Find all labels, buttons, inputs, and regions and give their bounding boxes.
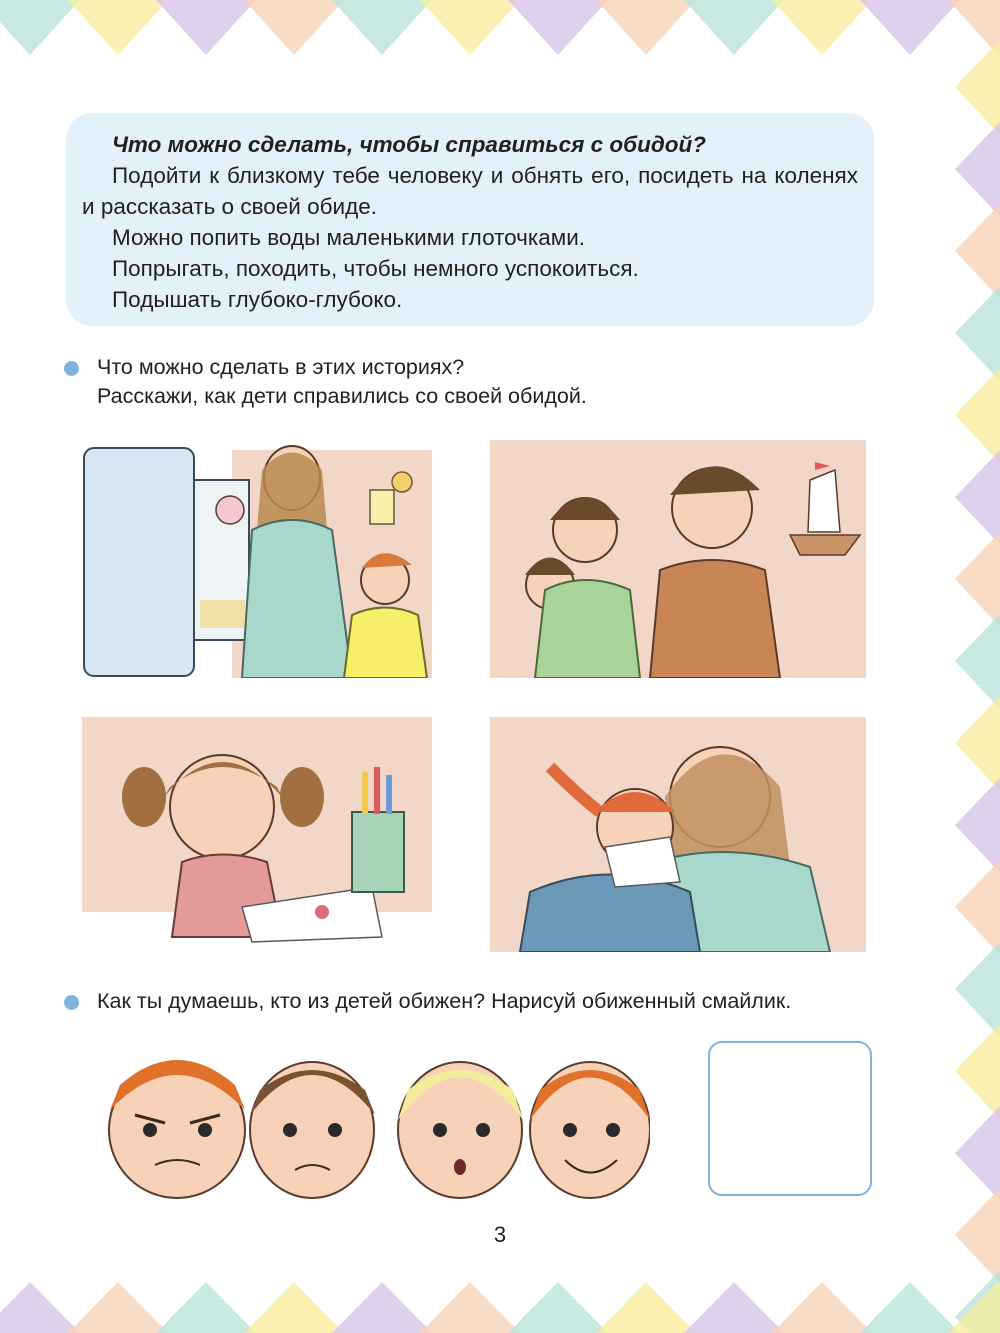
border-scallop bbox=[244, 1282, 344, 1333]
bullet-icon bbox=[64, 361, 79, 376]
border-scallop bbox=[684, 0, 784, 55]
border-scallop bbox=[955, 286, 1000, 381]
task-1-line-1: Что можно сделать в этих историях? bbox=[97, 355, 465, 379]
border-scallop bbox=[332, 1282, 432, 1333]
task-2 bbox=[64, 987, 791, 1016]
info-box bbox=[66, 113, 874, 326]
illustration-girl-drawing bbox=[82, 717, 432, 952]
border-scallop bbox=[955, 122, 1000, 217]
border-scallop bbox=[772, 1282, 872, 1333]
info-question: Что можно сделать, чтобы справиться с обидой? bbox=[112, 132, 706, 157]
border-scallop bbox=[684, 1282, 784, 1333]
border-scallop bbox=[508, 0, 608, 55]
task-1 bbox=[64, 353, 587, 411]
border-scallop bbox=[955, 778, 1000, 873]
border-scallop bbox=[68, 1282, 168, 1333]
faces-illustration bbox=[95, 1035, 650, 1205]
border-scallop bbox=[332, 0, 432, 55]
info-paragraph: Можно попить воды маленькими глоточками. bbox=[112, 225, 586, 250]
border-scallop bbox=[156, 0, 256, 55]
face-happy-girl bbox=[530, 1062, 650, 1198]
border-scallop bbox=[948, 0, 1000, 55]
border-scallop bbox=[420, 0, 520, 55]
bullet-icon bbox=[64, 995, 79, 1010]
border-scallop bbox=[596, 0, 696, 55]
info-paragraph: Подышать глубоко-глубоко. bbox=[112, 287, 403, 312]
border-scallop bbox=[955, 614, 1000, 709]
smiley-drawing-box[interactable] bbox=[708, 1041, 872, 1196]
border-scallop bbox=[955, 368, 1000, 463]
border-scallop bbox=[68, 0, 168, 55]
border-scallop bbox=[508, 1282, 608, 1333]
border-scallop bbox=[955, 1106, 1000, 1201]
border-scallop bbox=[0, 0, 80, 55]
illustration-mother-fridge bbox=[82, 440, 432, 678]
task-1-line-2: Расскажи, как дети справились со своей обидой. bbox=[97, 384, 587, 408]
border-scallop bbox=[955, 696, 1000, 791]
border-scallop bbox=[955, 450, 1000, 545]
border-scallop bbox=[244, 0, 344, 55]
illustration-mother-hug bbox=[490, 717, 866, 952]
border-scallop bbox=[955, 204, 1000, 299]
face-surprised-boy bbox=[398, 1062, 523, 1198]
border-scallop bbox=[772, 0, 872, 55]
border-scallop bbox=[955, 1024, 1000, 1119]
border-scallop bbox=[860, 0, 960, 55]
border-scallop bbox=[955, 942, 1000, 1037]
border-scallop bbox=[955, 532, 1000, 627]
border-scallop bbox=[596, 1282, 696, 1333]
info-paragraph: Подойти к близкому тебе человеку и обнять его, посидеть на коленях и рассказать о своей обиде. bbox=[82, 163, 858, 219]
border-scallop bbox=[860, 1282, 960, 1333]
border-scallop bbox=[948, 1282, 1000, 1333]
info-paragraph: Попрыгать, походить, чтобы немного успокоиться. bbox=[112, 256, 639, 281]
page-number: 3 bbox=[493, 1222, 507, 1247]
illustration-father-boat bbox=[490, 440, 866, 678]
face-sad-boy bbox=[250, 1062, 375, 1198]
face-angry-boy bbox=[109, 1060, 245, 1198]
border-scallop bbox=[420, 1282, 520, 1333]
border-scallop bbox=[0, 1282, 80, 1333]
border-scallop bbox=[955, 40, 1000, 135]
border-scallop bbox=[156, 1282, 256, 1333]
border-scallop bbox=[955, 860, 1000, 955]
task-2-text: Как ты думаешь, кто из детей обижен? Нарисуй обиженный смайлик. bbox=[97, 989, 792, 1013]
